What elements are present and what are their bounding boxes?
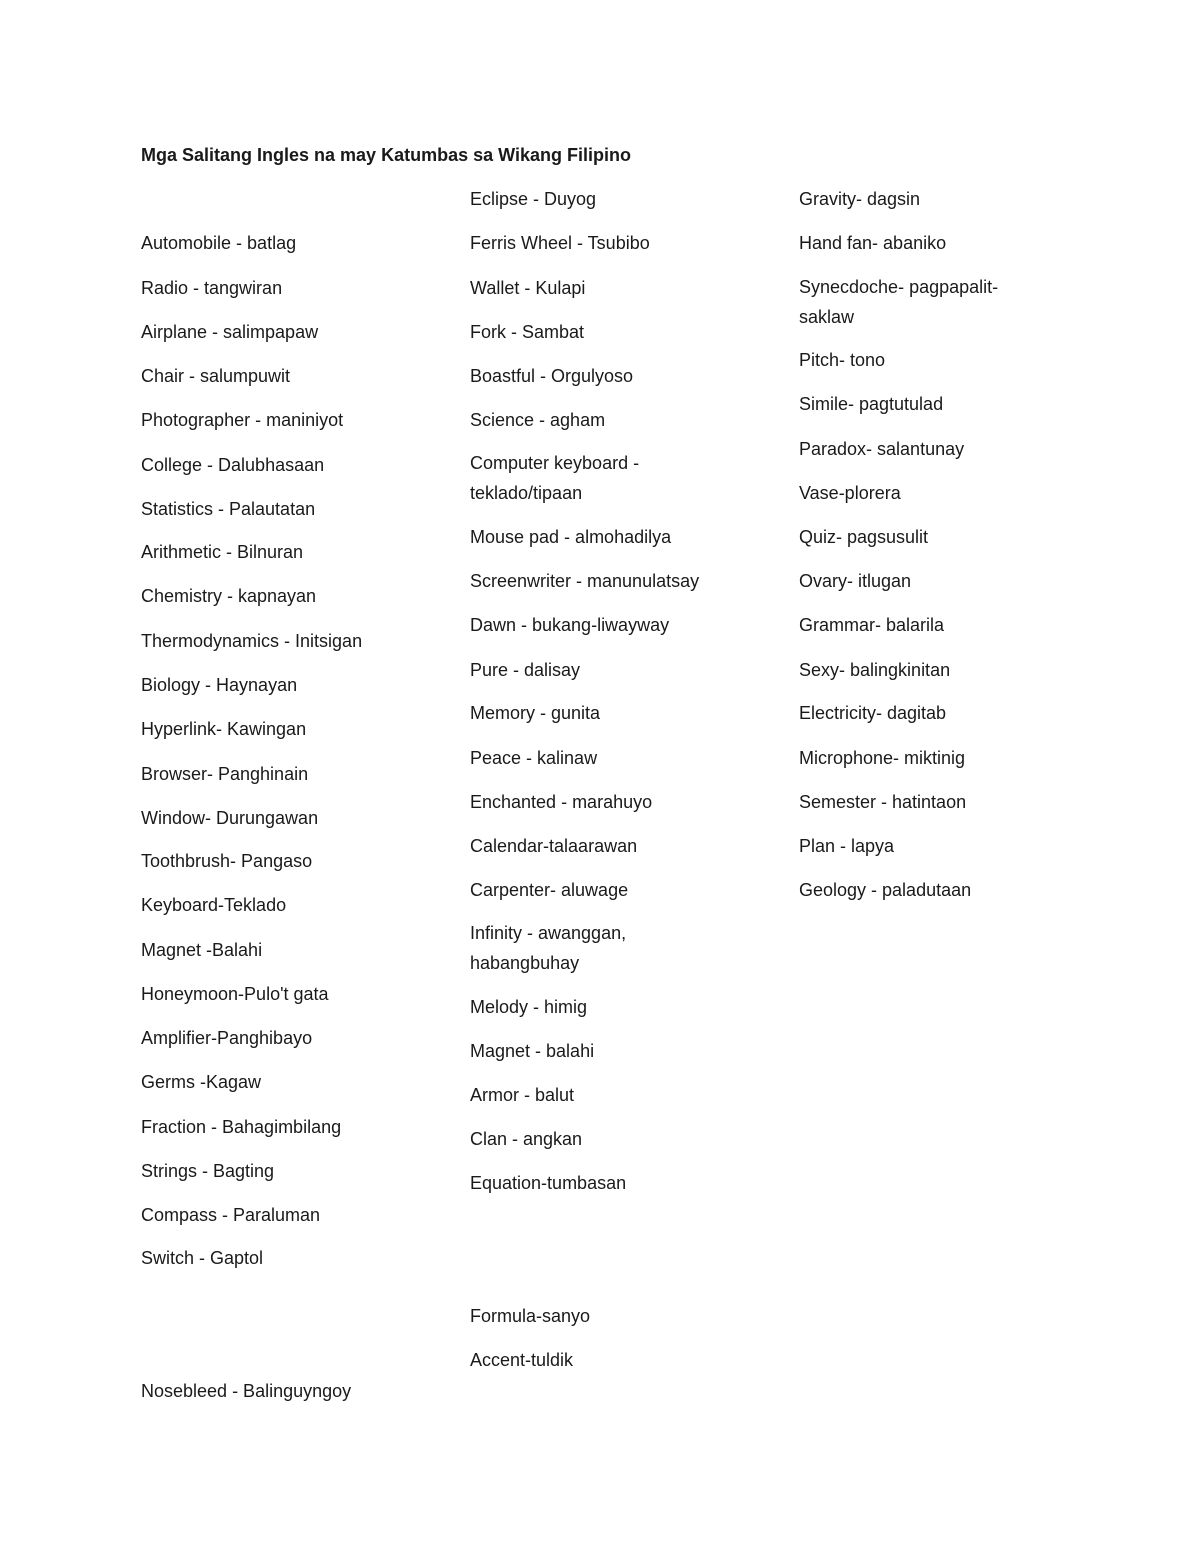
list-item: Hand fan- abaniko xyxy=(799,233,947,253)
list-item: Pitch- tono xyxy=(799,350,886,370)
list-item: Gravity- dagsin xyxy=(799,189,921,209)
list-item: Accent-tuldik xyxy=(470,1350,574,1370)
list-item: Geology - paladutaan xyxy=(799,880,972,900)
list-item: Fraction - Bahagimbilang xyxy=(141,1117,342,1137)
list-item: Eclipse - Duyog xyxy=(470,189,597,209)
list-item: Melody - himig xyxy=(470,997,588,1017)
list-item: Sexy- balingkinitan xyxy=(799,660,951,680)
list-item: Browser- Panghinain xyxy=(141,764,309,784)
list-item: Dawn - bukang-liwayway xyxy=(470,615,670,635)
list-item: Equation-tumbasan xyxy=(470,1173,627,1193)
list-item: Quiz- pagsusulit xyxy=(799,527,929,547)
list-item: Infinity - awanggan, habangbuhay xyxy=(470,923,627,973)
list-item: Screenwriter - manunulatsay xyxy=(470,571,700,591)
list-item: Electricity- dagitab xyxy=(799,703,947,723)
list-item: Strings - Bagting xyxy=(141,1161,275,1181)
list-item: Nosebleed - Balinguyngoy xyxy=(141,1381,352,1401)
list-item: Magnet -Balahi xyxy=(141,940,263,960)
list-item: Calendar-talaarawan xyxy=(470,836,638,856)
list-item: Window- Durungawan xyxy=(141,808,319,828)
page-title: Mga Salitang Ingles na may Katumbas sa Wikang Filipino xyxy=(141,145,631,165)
list-item: Honeymoon-Pulo't gata xyxy=(141,984,329,1004)
list-item: Carpenter- aluwage xyxy=(470,880,629,900)
list-item: Fork - Sambat xyxy=(470,322,585,342)
list-item: Radio - tangwiran xyxy=(141,278,283,298)
list-item: Switch - Gaptol xyxy=(141,1248,264,1268)
list-item: Clan - angkan xyxy=(470,1129,583,1149)
list-item: Germs -Kagaw xyxy=(141,1072,262,1092)
list-item: Armor - balut xyxy=(470,1085,575,1105)
list-item: Mouse pad - almohadilya xyxy=(470,527,672,547)
list-item: Toothbrush- Pangaso xyxy=(141,851,313,871)
list-item: Science - agham xyxy=(470,410,606,430)
list-item: Airplane - salimpapaw xyxy=(141,322,319,342)
list-item: Statistics - Palautatan xyxy=(141,499,316,519)
list-item: Keyboard-Teklado xyxy=(141,895,287,915)
list-item: Synecdoche- pagpapalit-saklaw xyxy=(799,277,999,327)
list-item: Biology - Haynayan xyxy=(141,675,298,695)
list-item: Chemistry - kapnayan xyxy=(141,586,317,606)
list-item: Peace - kalinaw xyxy=(470,748,598,768)
list-item: Ovary- itlugan xyxy=(799,571,912,591)
list-item: Microphone- miktinig xyxy=(799,748,966,768)
list-item: Magnet - balahi xyxy=(470,1041,595,1061)
list-item: Chair - salumpuwit xyxy=(141,366,291,386)
list-item: College - Dalubhasaan xyxy=(141,455,325,475)
list-item: Vase-plorera xyxy=(799,483,901,503)
list-item: Photographer - maniniyot xyxy=(141,410,344,430)
list-item: Paradox- salantunay xyxy=(799,439,965,459)
list-item: Grammar- balarila xyxy=(799,615,945,635)
list-item: Amplifier-Panghibayo xyxy=(141,1028,313,1048)
list-item: Simile- pagtutulad xyxy=(799,394,944,414)
list-item: Compass - Paraluman xyxy=(141,1205,321,1225)
list-item: Memory - gunita xyxy=(470,703,601,723)
list-item: Computer keyboard - teklado/tipaan xyxy=(470,453,640,503)
list-item: Hyperlink- Kawingan xyxy=(141,719,307,739)
list-item: Enchanted - marahuyo xyxy=(470,792,653,812)
list-item: Thermodynamics - Initsigan xyxy=(141,631,363,651)
list-item: Pure - dalisay xyxy=(470,660,581,680)
list-item: Formula-sanyo xyxy=(470,1306,591,1326)
list-item: Semester - hatintaon xyxy=(799,792,967,812)
list-item: Wallet - Kulapi xyxy=(470,278,586,298)
list-item: Plan - lapya xyxy=(799,836,895,856)
list-item: Arithmetic - Bilnuran xyxy=(141,542,304,562)
list-item: Boastful - Orgulyoso xyxy=(470,366,634,386)
list-item: Automobile - batlag xyxy=(141,233,297,253)
list-item: Ferris Wheel - Tsubibo xyxy=(470,233,650,253)
